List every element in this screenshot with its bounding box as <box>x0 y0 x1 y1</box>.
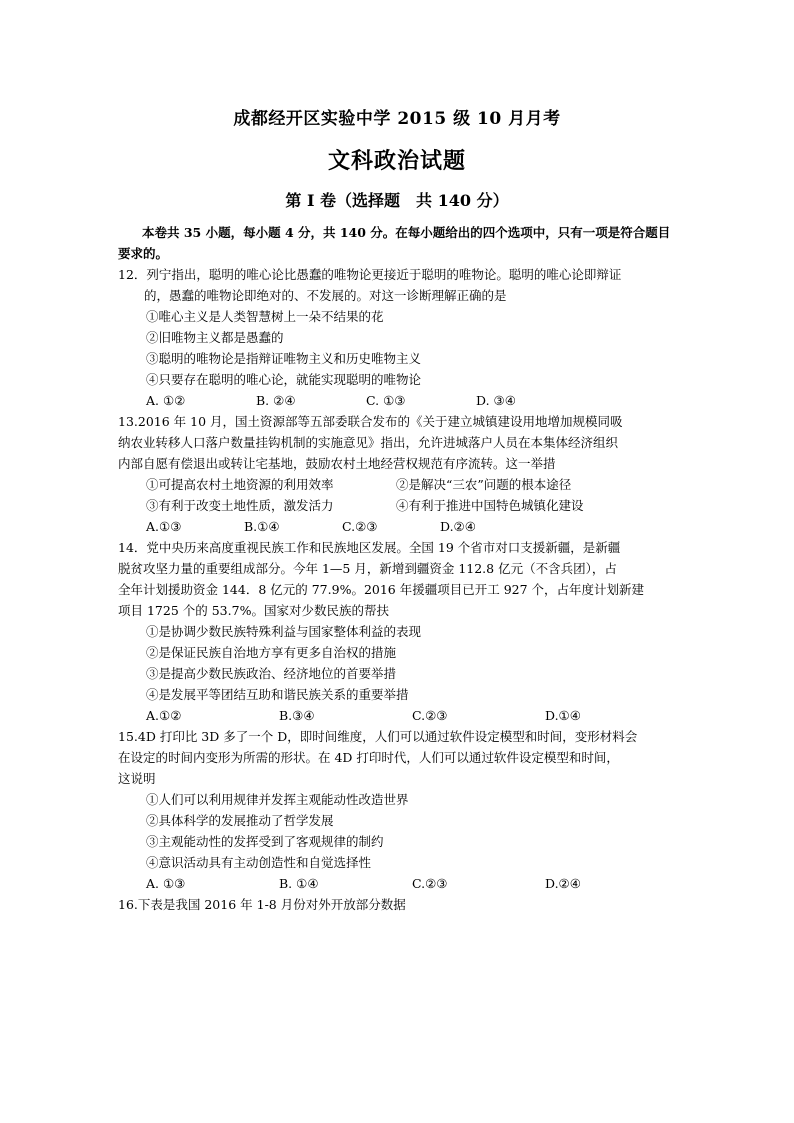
question-stem-line: 在设定的时间内变形为所需的形状。在 4D 打印时代，人们可以通过软件设定模型和时间， <box>118 750 619 765</box>
question-stem-line: 内部自愿有偿退出或转让宅基地，鼓励农村土地经营权规范有序流转。这一举措 <box>118 456 556 471</box>
statement-item: ②旧唯物主义都是愚蠢的 <box>146 330 284 345</box>
statement-item: ④只要存在聪明的唯心论，就能实现聪明的唯物论 <box>146 372 422 387</box>
answer-option-c: C. ①③ <box>366 393 406 408</box>
answer-options <box>118 516 678 537</box>
school-title: 成都经开区实验中学 2015 级 10 月月考 <box>233 109 561 129</box>
answer-option-a: A. ①② <box>146 393 186 408</box>
statement-item: ③聪明的唯物论是指辩证唯物主义和历史唯物主义 <box>146 351 422 366</box>
statement-item: ①人们可以利用规律并发挥主观能动性改造世界 <box>146 792 409 807</box>
statement-item: ④意识活动具有主动创造性和自觉选择性 <box>146 855 372 870</box>
question-stem-line: 13.2016 年 10 月，国土资源部等五部委联合发布的《关于建立城镇建设用地增加规模同吸 <box>118 414 623 429</box>
statement-item: ②是保证民族自治地方享有更多自治权的措施 <box>146 645 397 660</box>
statement-row <box>118 495 678 516</box>
instructions: 本卷共 35 小题，每小题 4 分，共 140 分。在每小题给出的四个选项中，只有一项是符合题目要求的。 <box>118 225 671 261</box>
answer-option-b: B.③④ <box>279 708 315 723</box>
statement-item: ①是协调少数民族特殊利益与国家整体利益的表现 <box>146 624 422 639</box>
answer-option-d: D.①④ <box>545 708 581 723</box>
question-stem-line: 16.下表是我国 2016 年 1-8 月份对外开放部分数据 <box>118 897 406 912</box>
section-title: 第 I 卷（选择题 共 140 分） <box>285 191 509 210</box>
statement-item: ④是发展平等团结互助和谐民族关系的重要举措 <box>146 687 409 702</box>
exam-content <box>118 222 678 915</box>
statement-row <box>118 474 678 495</box>
answer-option-b: B.①④ <box>244 519 280 534</box>
statement-item: ②是解决“三农”问题的根本途径 <box>396 477 572 492</box>
question-12 <box>118 264 678 411</box>
question-stem-line: 全年计划援助资金 144．8 亿元的 77.9%。2016 年援疆项目已开工 927 个，占年度计划新建 <box>118 582 645 597</box>
answer-options <box>118 873 678 894</box>
subject-title: 文科政治试题 <box>327 148 466 174</box>
statement-item: ④有利于推进中国特色城镇化建设 <box>396 498 584 513</box>
answer-options <box>118 705 678 726</box>
answer-option-d: D. ③④ <box>476 393 516 408</box>
question-stem-line: 这说明 <box>118 771 156 786</box>
question-16 <box>118 894 678 915</box>
answer-option-c: C.②③ <box>412 876 448 891</box>
question-stem-line: 纳农业转移人口落户数量挂钩机制的实施意见》指出，允许进城落户人员在本集体经济组织 <box>118 435 619 450</box>
answer-option-a: A. ①③ <box>146 876 186 891</box>
statement-item: ①唯心主义是人类智慧树上一朵不结果的花 <box>146 309 384 324</box>
answer-option-d: D.②④ <box>440 519 476 534</box>
question-stem-line: 项目 1725 个的 53.7%。国家对少数民族的帮扶 <box>118 603 389 618</box>
question-stem-line: 14．党中央历来高度重视民族工作和民族地区发展。全国 19 个省市对口支援新疆，是新疆 <box>118 540 621 555</box>
question-stem-line: 的，愚蠢的唯物论即绝对的、不发展的。对这一诊断理解正确的是 <box>144 288 507 303</box>
answer-option-d: D.②④ <box>545 876 581 891</box>
statement-item: ②具体科学的发展推动了哲学发展 <box>146 813 334 828</box>
question-stem-line: 15.4D 打印比 3D 多了一个 D，即时间维度，人们可以通过软件设定模型和时间，变形材料会 <box>118 729 638 744</box>
question-stem-line: 脱贫攻坚力量的重要组成部分。今年 1—5 月，新增到疆资金 112.8 亿元（不含兵团），占 <box>118 561 617 576</box>
statement-item: ③是提高少数民族政治、经济地位的首要举措 <box>146 666 397 681</box>
question-13 <box>118 411 678 537</box>
statement-item: ③主观能动性的发挥受到了客观规律的制约 <box>146 834 384 849</box>
answer-option-b: B. ①④ <box>279 876 319 891</box>
statement-item: ①可提高农村土地资源的利用效率 <box>146 477 334 492</box>
question-stem-line: 12．列宁指出，聪明的唯心论比愚蠢的唯物论更接近于聪明的唯物论。聪明的唯心论即辩证 <box>118 267 622 282</box>
answer-option-a: A.①③ <box>146 519 182 534</box>
answer-option-c: C.②③ <box>342 519 378 534</box>
answer-option-b: B. ②④ <box>256 393 296 408</box>
question-15 <box>118 726 678 894</box>
statement-item: ③有利于改变土地性质，激发活力 <box>146 498 334 513</box>
answer-options <box>118 390 678 411</box>
answer-option-a: A.①② <box>146 708 182 723</box>
answer-option-c: C.②③ <box>412 708 448 723</box>
question-14 <box>118 537 678 726</box>
